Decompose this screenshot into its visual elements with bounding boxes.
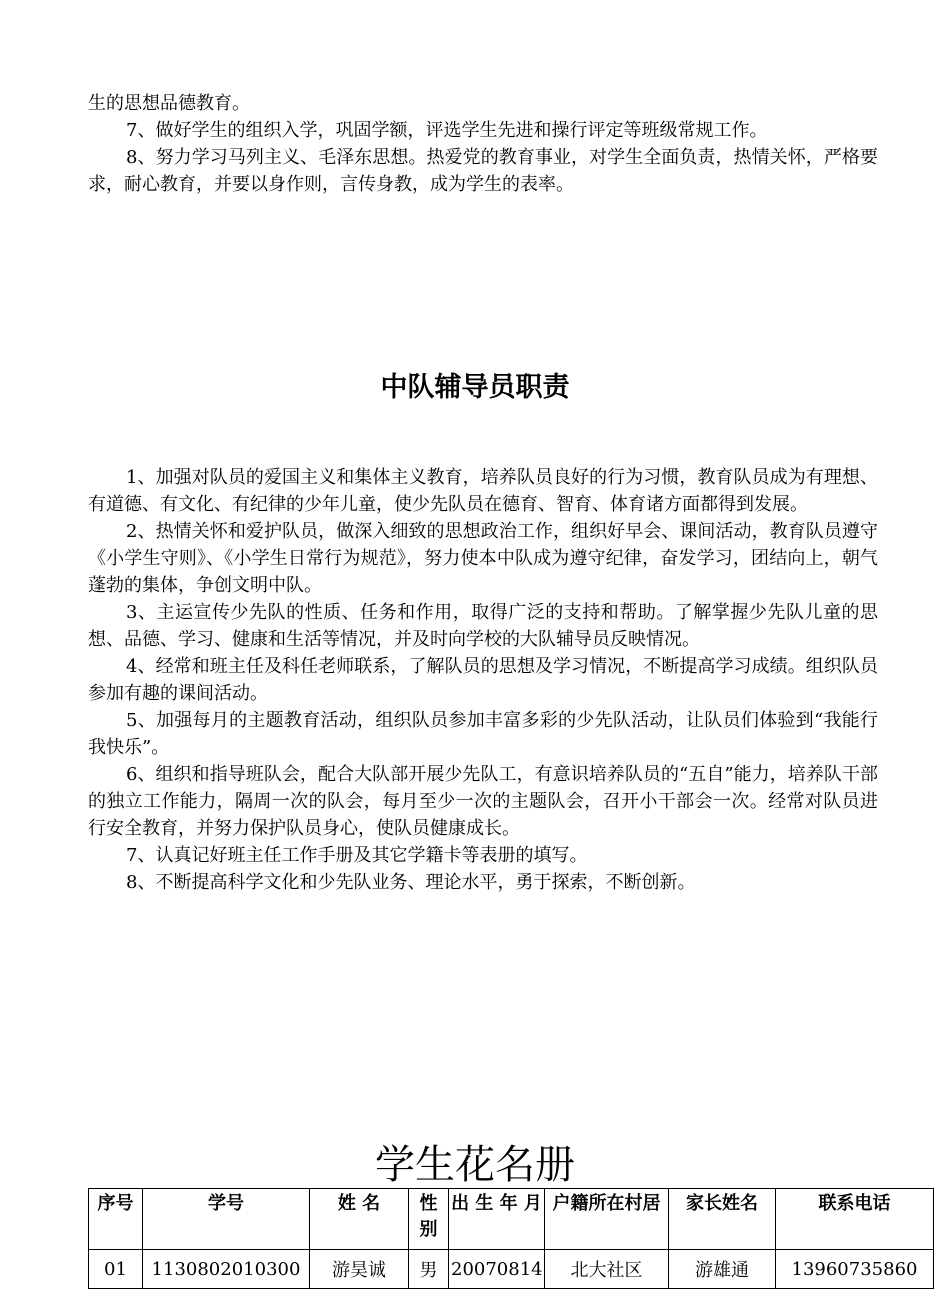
header-name: 姓 名 [310, 1189, 409, 1250]
cell-student-id: 1130802010300 [143, 1250, 310, 1289]
cell-name: 游昊诚 [310, 1250, 409, 1289]
cell-parent-name: 游雄通 [669, 1250, 776, 1289]
header-index: 序号 [89, 1189, 143, 1250]
cell-gender: 男 [409, 1250, 449, 1289]
paragraph-duty-7: 7、做好学生的组织入学，巩固学额，评选学生先进和操行评定等班级常规工作。 [126, 120, 768, 141]
counselor-duties-list [88, 464, 878, 896]
counselor-duty-1: 1、加强对队员的爱国主义和集体主义教育，培养队员良好的行为习惯，教育队员成为有理想、有道德、有文化、有纪律的少年儿童，使少先队员在德育、智育、体育诸方面都得到发展。 [88, 467, 878, 515]
cell-birth-date: 20070814 [449, 1250, 545, 1289]
paragraph-duty-8: 8、努力学习马列主义、毛泽东思想。热爱党的教育事业，对学生全面负责，热情关怀，严格要求，耐心教育，并要以身作则，言传身教，成为学生的表率。 [88, 147, 878, 195]
header-phone: 联系电话 [776, 1189, 934, 1250]
header-student-id: 学号 [143, 1189, 310, 1250]
cell-index: 01 [89, 1250, 143, 1289]
cell-phone: 13960735860 [776, 1250, 934, 1289]
counselor-duty-3: 3、主运宣传少先队的性质、任务和作用，取得广泛的支持和帮助。了解掌握少先队儿童的思想、品德、学习、健康和生活等情况，并及时向学校的大队辅导员反映情况。 [88, 602, 878, 650]
table-row [89, 1250, 934, 1289]
counselor-duty-2: 2、热情关怀和爱护队员，做深入细致的思想政治工作，组织好早会、课间活动，教育队员遵守《小学生守则》、《小学生日常行为规范》，努力使本中队成为遵守纪律，奋发学习，团结向上，朝气蓬勃的集体，争创文明中队。 [88, 521, 878, 596]
roster-title: 学生花名册 [375, 1142, 575, 1188]
counselor-duty-4: 4、经常和班主任及科任老师联系，了解队员的思想及学习情况，不断提高学习成绩。组织队员参加有趣的课间活动。 [88, 656, 878, 704]
paragraph-continuation: 生的思想品德教育。 [88, 93, 250, 114]
counselor-duty-5: 5、加强每月的主题教育活动，组织队员参加丰富多彩的少先队活动，让队员们体验到“我能行我快乐”。 [88, 710, 878, 758]
header-residence: 户籍所在村居 [545, 1189, 669, 1250]
table-header-row [89, 1189, 934, 1250]
counselor-duty-6: 6、组织和指导班队会，配合大队部开展少先队工，有意识培养队员的“五自”能力，培养队干部的独立工作能力，隔周一次的队会，每月至少一次的主题队会，召开小干部会一次。经常对队员进行安全教育，并努力保护队员身心，使队员健康成长。 [88, 764, 878, 839]
counselor-duty-8: 8、不断提高科学文化和少先队业务、理论水平，勇于探索，不断创新。 [126, 872, 696, 893]
header-gender: 性别 [409, 1189, 449, 1250]
counselor-duty-7: 7、认真记好班主任工作手册及其它学籍卡等表册的填写。 [126, 845, 588, 866]
cell-residence: 北大社区 [545, 1250, 669, 1289]
section-title-squadron-counselor: 中队辅导员职责 [380, 372, 570, 403]
student-roster-table [88, 1188, 934, 1289]
header-parent-name: 家长姓名 [669, 1189, 776, 1250]
header-birth-date: 出 生 年 月 [449, 1189, 545, 1250]
